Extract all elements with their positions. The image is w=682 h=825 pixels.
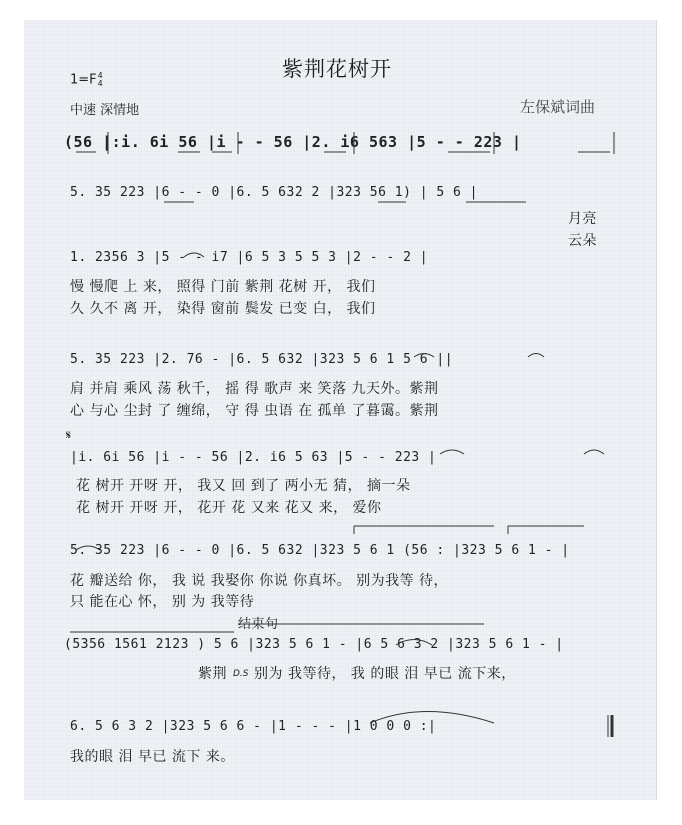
time-sig-bottom: 4 — [97, 79, 103, 88]
lyric-line-6-verse-1: 花 瓣送给 你， 我 说 我娶你 你说 你真坏。 别为我等 待， — [70, 573, 449, 589]
staff-line-5: |i. 6i 56 |i - - 56 |2. i6 5 63 |5 - - 223 | — [70, 450, 437, 465]
author-credit: 左保斌词曲 — [520, 98, 596, 116]
staff-line-6: 5. 35 223 |6 - - 0 |6. 5 632 |323 5 6 1 (56 : |323 5 6 1 - | — [70, 543, 570, 558]
lyric-line-6-verse-2: 只 能在心 怀， 别 为 我等待 — [70, 594, 255, 610]
staff-line-8: 6. 5 6 3 2 |323 5 6 6 - |1 - - - |1 0 0 0 :| — [70, 719, 437, 734]
score-sheet — [24, 20, 657, 800]
song-title: 紫荆花树开 — [282, 57, 392, 81]
staff-line-2: 5. 35 223 |6 - - 0 |6. 5 632 2 |323 56 1) | 5 6 | — [70, 185, 479, 200]
lyric-alt-2: 云朵 — [568, 233, 597, 249]
staff-line-7: (5356 1561 2123 ) 5 6 |323 5 6 1 - |6 5 6 3 2 |323 5 6 1 - | — [64, 637, 564, 652]
lyric-line-4-verse-1: 肩 并肩 乘风 荡 秋千， 摇 得 歌声 来 笑落 九天外。紫荆 — [70, 381, 439, 397]
lyric-line-7-start: 紫荆 — [198, 666, 227, 682]
staff-line-1: (56 |:i. 6i 56 |i - - 56 |2. i6 563 |5 - - 223 | — [64, 133, 522, 151]
lyric-line-8: 我的眼 泪 早已 流下 来。 — [70, 749, 235, 765]
ending-label: 结束句 — [238, 617, 279, 632]
staff-line-3: 1. 2356 3 |5 - - i7 |6 5 3 5 5 3 |2 - - 2 | — [70, 250, 429, 265]
lyric-line-7: 别为 我等待， 我 的眼 泪 早已 流下来， — [254, 666, 516, 682]
ds-mark: D.S — [233, 669, 249, 679]
lyric-line-3-verse-1: 慢 慢爬 上 来， 照得 门前 紫荆 花树 开， 我们 — [70, 279, 376, 295]
lyric-alt-1: 月亮 — [568, 211, 597, 227]
lyric-line-5-verse-2: 花 树开 开呀 开， 花开 花 又来 花又 来， 爱你 — [76, 500, 382, 516]
lyric-line-4-verse-2: 心 与心 尘封 了 缠绵， 守 得 虫语 在 孤单 了暮霭。紫荆 — [70, 403, 439, 419]
notation-overlay — [24, 20, 656, 800]
staff-line-4: 5. 35 223 |2. 76 - |6. 5 632 |323 5 6 1 5 6 || — [70, 352, 454, 367]
time-sig-top: 4 — [97, 71, 103, 80]
tempo-marking: 中速 深情地 — [70, 103, 140, 118]
lyric-line-3-verse-2: 久 久不 离 开， 染得 窗前 鬓发 已变 白， 我们 — [70, 301, 376, 317]
segno-mark: 𝄋 — [66, 428, 72, 442]
key-text: 1=F — [70, 72, 97, 88]
lyric-line-5-verse-1: 花 树开 开呀 开， 我又 回 到了 两小无 猜， 摘一朵 — [76, 478, 411, 494]
